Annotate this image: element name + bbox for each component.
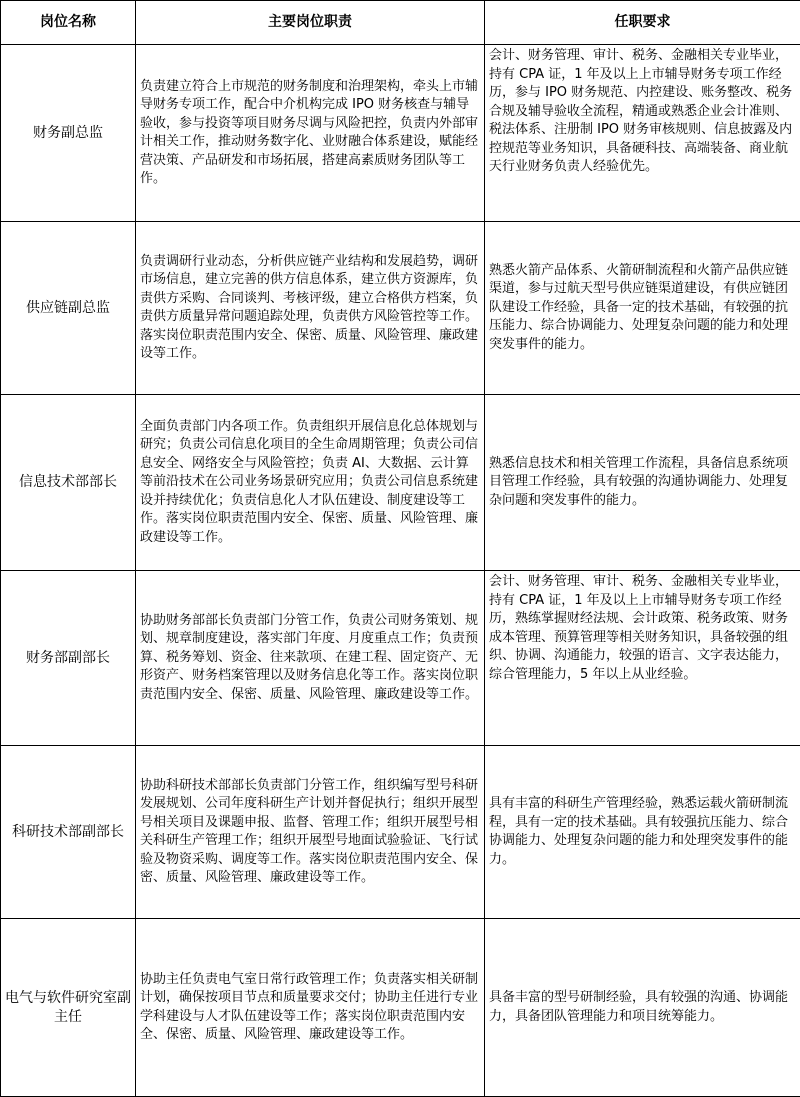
table-row [1, 222, 800, 395]
position-duty: 全面负责部门内各项工作。负责组织开展信息化总体规划与研究；负责公司信息化项目的全生命周期管理；负责公司信息安全、网络安全与风险管控；负责 AI、大数据、云计算等前沿技术在公司业务场景研究应用；负责公司信息系统建设并持续优化；负责信息化人才队伍建设、制度建设等工作。落实岗位职责范围内安全、保密、质量、风险管理、廉政建设等工作。 [136, 395, 485, 571]
table-row [1, 45, 800, 222]
position-duty: 协助财务部部长负责部门分管工作，负责公司财务策划、规划、规章制度建设，落实部门年度、月度重点工作；负责预算、税务筹划、资金、往来款项、在建工程、固定资产、无形资产、财务档案管理以及财务信息化等工作。落实岗位职责范围内安全、保密、质量、风险管理、廉政建设等工作。 [136, 571, 485, 746]
position-requirement: 会计、财务管理、审计、税务、金融相关专业毕业，持有 CPA 证，1 年及以上上市辅导财务专项工作经历，熟练掌握财经法规、会计政策、税务政策、财务成本管理、预算管理等相关财务知识，具备较强的组织、协调、沟通能力，较强的语言、文字表达能力，综合管理能力，5 年以上从业经验。 [485, 571, 800, 746]
position-duty: 负责建立符合上市规范的财务制度和治理架构，牵头上市辅导财务专项工作，配合中介机构完成 IPO 财务核查与辅导验收，参与投资等项目财务尽调与风险把控，负责内外部审计相关工作，推动财务数字化、业财融合体系建设，赋能经营决策、产品研发和市场拓展，搭建高素质财务团队等工作。 [136, 45, 485, 222]
position-duty: 负责调研行业动态，分析供应链产业结构和发展趋势，调研市场信息，建立完善的供方信息体系，建立供方资源库，负责供方采购、合同谈判、考核评级，建立合格供方档案，负责供方质量异常问题追踪处理，负责供方风险管控等工作。落实岗位职责范围内安全、保密、质量、风险管理、廉政建设等工作。 [136, 222, 485, 395]
position-name: 供应链副总监 [1, 222, 136, 395]
header-requirement: 任职要求 [485, 1, 800, 45]
position-duty: 协助科研技术部部长负责部门分管工作，组织编写型号科研发展规划、公司年度科研生产计划并督促执行；组织开展型号相关项目及课题申报、监督、管理工作；组织开展型号相关科研生产管理工作；组织开展型号地面试验验证、飞行试验及物资采购、调度等工作。落实岗位职责范围内安全、保密、质量、风险管理、廉政建设等工作。 [136, 746, 485, 919]
position-name: 财务副总监 [1, 45, 136, 222]
table-header-row [1, 1, 800, 45]
position-requirement: 具备丰富的型号研制经验，具有较强的沟通、协调能力，具备团队管理能力和项目统筹能力。 [485, 919, 800, 1097]
position-requirement: 具有丰富的科研生产管理经验，熟悉运载火箭研制流程，具有一定的技术基础。具有较强抗压能力、综合协调能力、处理复杂问题的能力和处理突发事件的能力。 [485, 746, 800, 919]
position-name: 科研技术部副部长 [1, 746, 136, 919]
header-position-name: 岗位名称 [1, 1, 136, 45]
table-row [1, 919, 800, 1097]
position-name: 电气与软件研究室副主任 [1, 919, 136, 1097]
position-requirement: 熟悉火箭产品体系、火箭研制流程和火箭产品供应链渠道，参与过航天型号供应链渠道建设，有供应链团队建设工作经验，具备一定的技术基础，有较强的抗压能力、综合协调能力、处理复杂问题的能力和处理突发事件的能力。 [485, 222, 800, 395]
position-name: 信息技术部部长 [1, 395, 136, 571]
position-requirement: 熟悉信息技术和相关管理工作流程，具备信息系统项目管理工作经验，具有较强的沟通协调能力、处理复杂问题和突发事件的能力。 [485, 395, 800, 571]
table-row [1, 395, 800, 571]
table-row [1, 571, 800, 746]
position-duty: 协助主任负责电气室日常行政管理工作；负责落实相关研制计划，确保按项目节点和质量要求交付；协助主任进行专业学科建设与人才队伍建设等工作；落实岗位职责范围内安全、保密、质量、风险管理、廉政建设等工作。 [136, 919, 485, 1097]
position-name: 财务部副部长 [1, 571, 136, 746]
table-row [1, 746, 800, 919]
header-main-duty: 主要岗位职责 [136, 1, 485, 45]
position-requirement: 会计、财务管理、审计、税务、金融相关专业毕业，持有 CPA 证，1 年及以上上市辅导财务专项工作经历，参与 IPO 财务规范、内控建设、账务整改、税务合规及辅导验收全流程，精通或熟悉企业会计准则、税法体系、注册制 IPO 财务审核规则、信息披露及内控规范等业务知识，具备硬科技、高端装备、商业航天行业财务负责人经验优先。 [485, 45, 800, 222]
